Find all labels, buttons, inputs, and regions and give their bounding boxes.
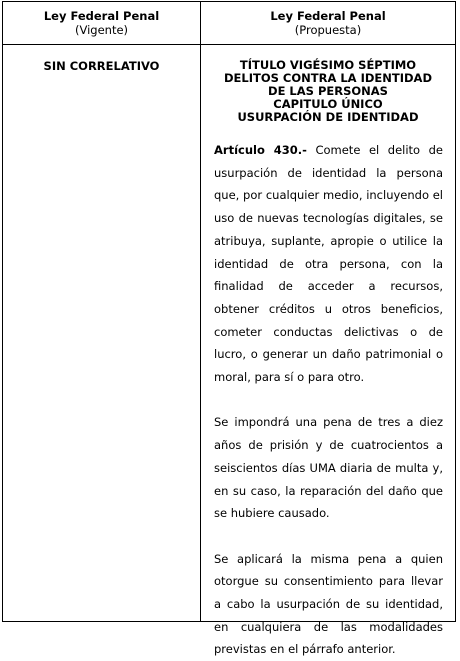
header-right-subtitle: (Propuesta) xyxy=(294,23,362,37)
header-divider xyxy=(3,44,455,45)
article-label: Artículo 430.- xyxy=(214,143,307,157)
paragraph-1-text: Comete el delito de usurpación de identidad la persona que, por cualquier medio, incluyendo el uso de nuevas tecnologías digitales, se atribuya, suplante, apropie o utilice la identidad de otra persona, con la finalidad de acceder a recursos, obtener créditos u otros beneficios, cometer conductas delictivas o de lucro, o generar un daño patrimonial o moral, para sí o para otro. xyxy=(214,143,443,385)
paragraph-2: Se impondrá una pena de tres a diez años de prisión y de cuatrocientos a seiscientos días UMA diaria de multa y, en su caso, la reparación del daño que se hubiere causado. xyxy=(214,415,443,521)
header-proposed-law xyxy=(201,9,455,37)
header-left-title: Ley Federal Penal xyxy=(43,9,160,23)
chapter-label: CAPITULO ÚNICO xyxy=(273,97,383,111)
paragraph-3: Se aplicará la misma pena a quien otorgue su consentimiento para llevar a cabo la usurpación de su identidad, en cualquiera de las modalidades previstas en el párrafo anterior. xyxy=(214,551,443,657)
header-current-law xyxy=(3,9,200,37)
header-left-subtitle: (Vigente) xyxy=(74,23,129,37)
title-line-1: TÍTULO VIGÉSIMO SÉPTIMO xyxy=(239,58,417,72)
proposal-titles xyxy=(201,59,455,124)
title-line-2: DELITOS CONTRA LA IDENTIDAD DE LAS PERSONAS xyxy=(223,71,432,98)
chapter-name: USURPACIÓN DE IDENTIDAD xyxy=(237,110,419,124)
left-cell-text: SIN CORRELATIVO xyxy=(43,59,160,73)
header-right-title: Ley Federal Penal xyxy=(270,9,386,23)
article-body xyxy=(214,139,443,661)
paragraph-1 xyxy=(214,139,443,389)
comparison-table xyxy=(2,1,456,657)
